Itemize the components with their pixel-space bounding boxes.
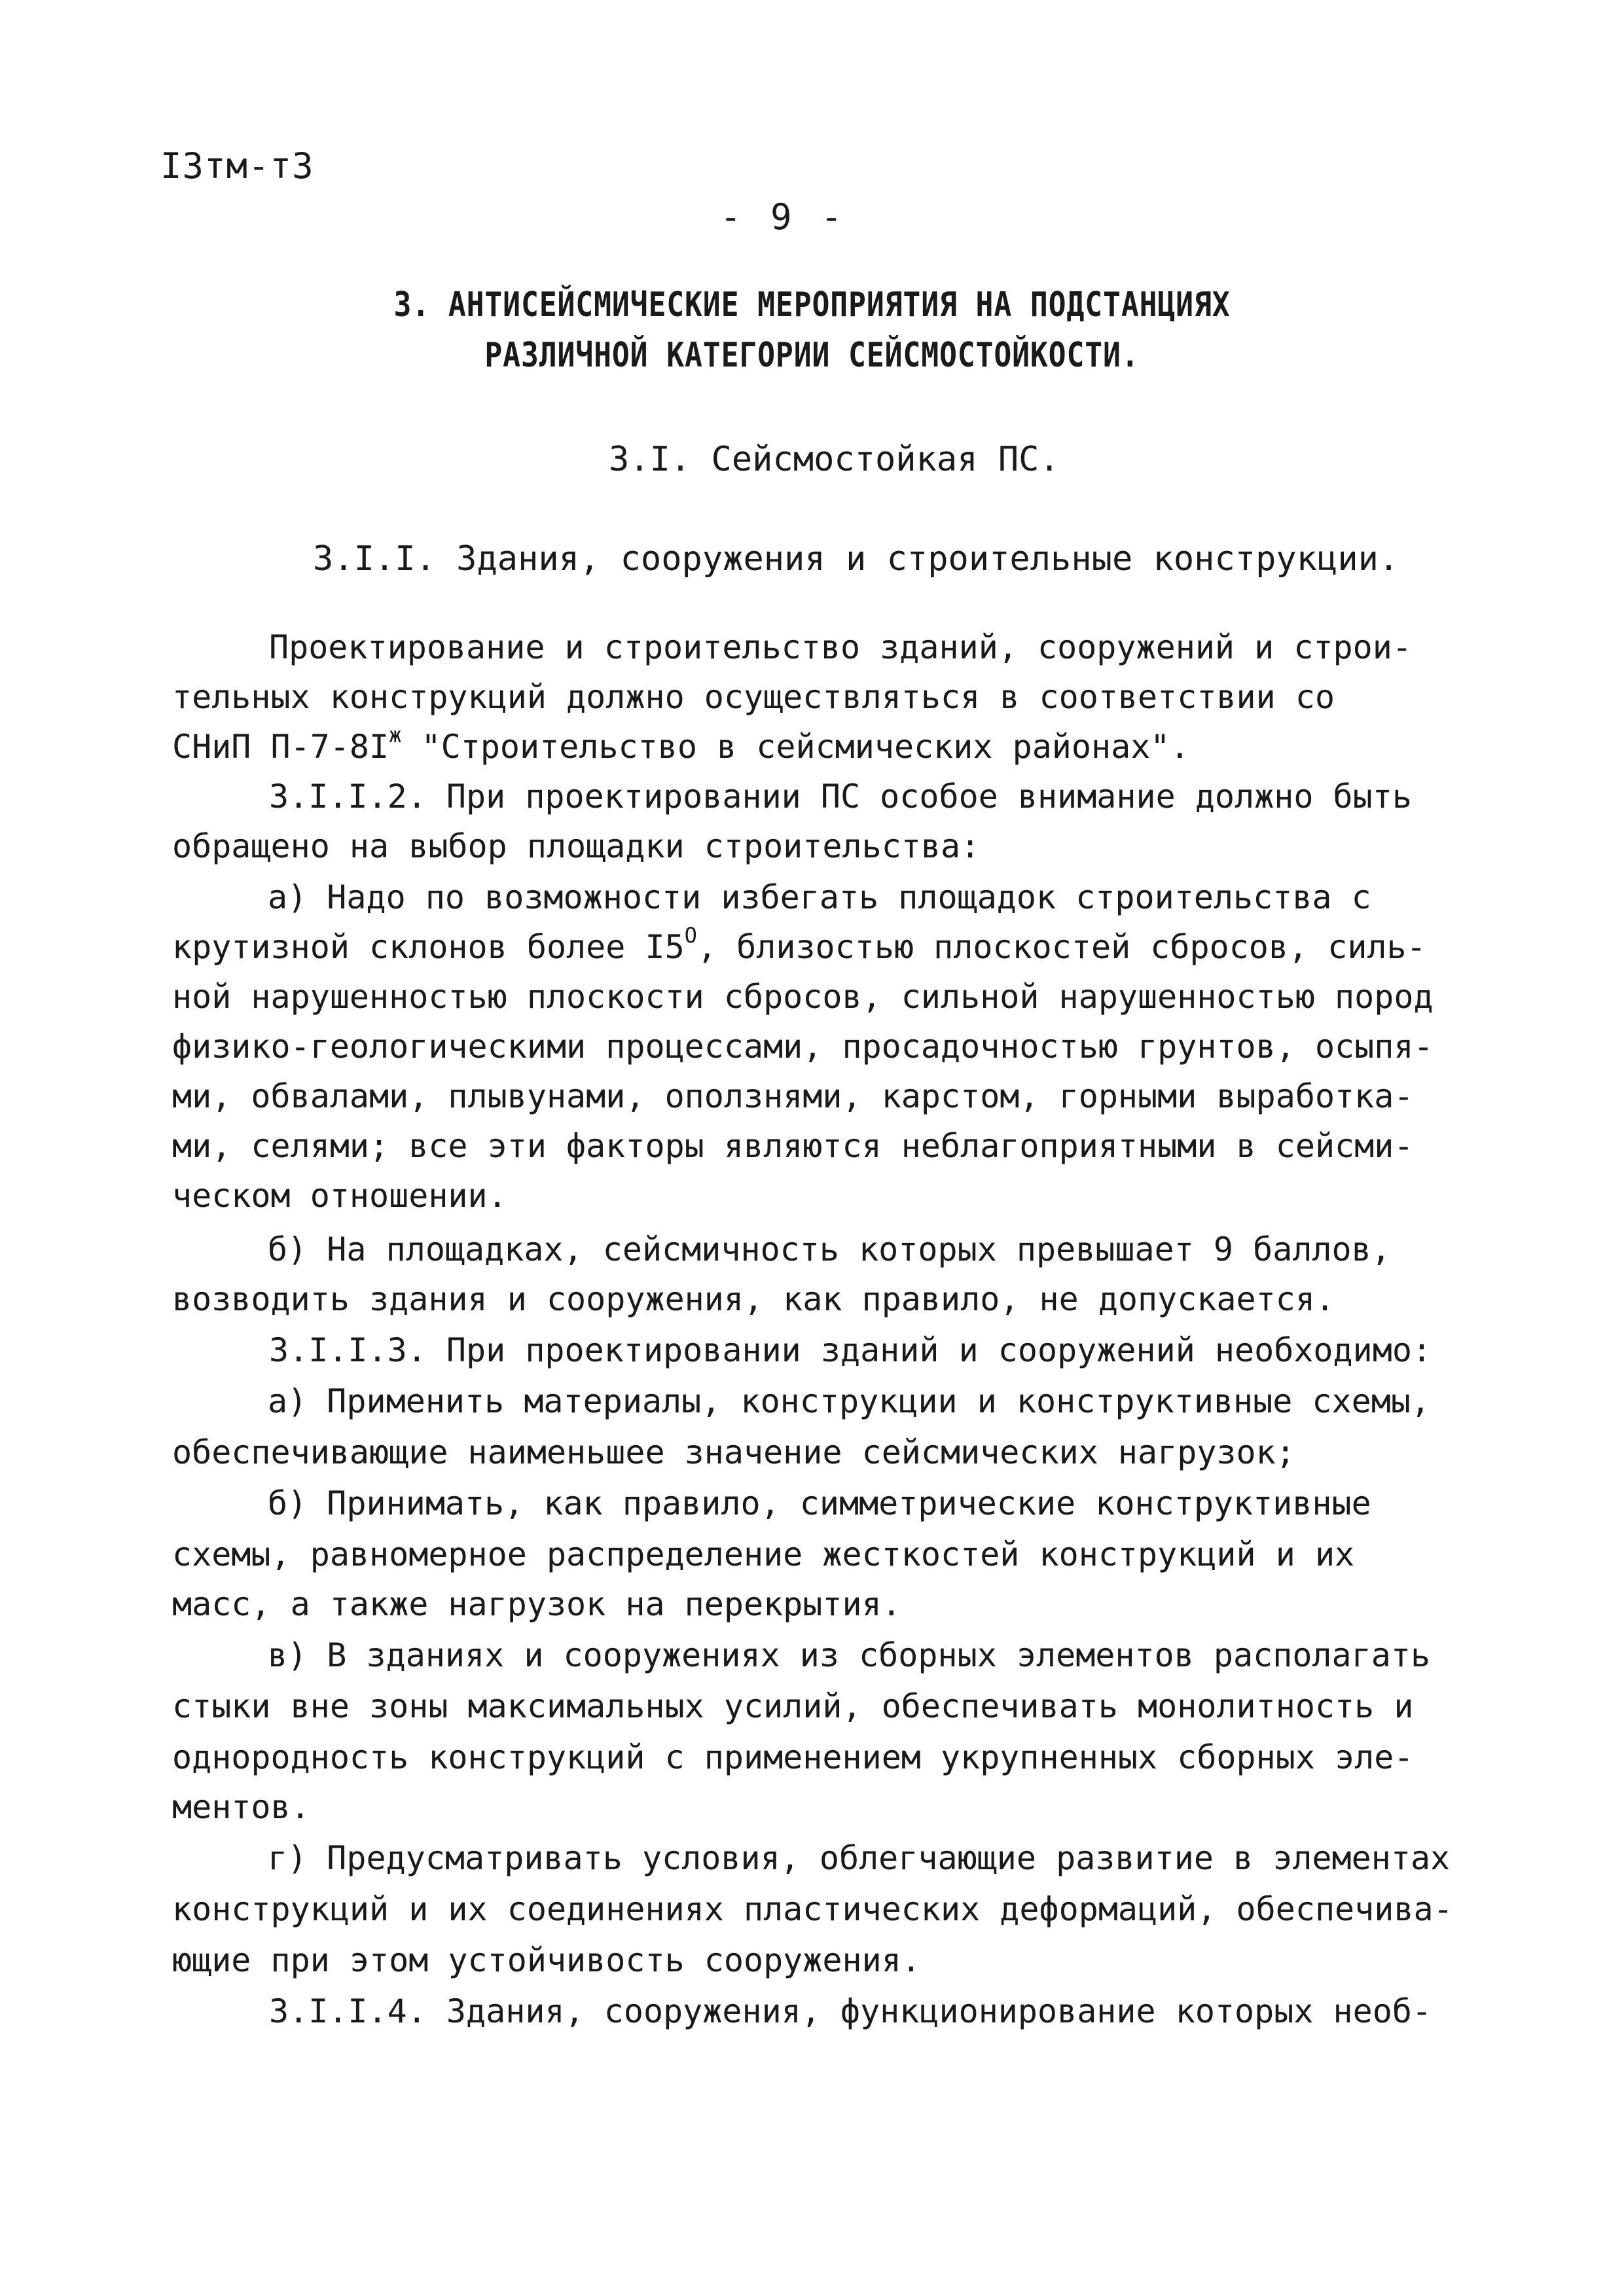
- document-code: I3тм-т3: [160, 145, 314, 187]
- paragraph-line: схемы, равномерное распределение жесткостей конструкций и их: [172, 1535, 1355, 1573]
- slope-text-continued: , близостью плоскостей сбросов, силь-: [696, 928, 1426, 966]
- paragraph-line: г) Предусматривать условия, облегчающие развитие в элементах: [268, 1839, 1451, 1877]
- paragraph-line: масс, а также нагрузок на перекрытия.: [172, 1585, 901, 1623]
- paragraph-line: возводить здания и сооружения, как правило, не допускается.: [172, 1280, 1335, 1318]
- paragraph-line: обеспечивающие наименьшее значение сейсмических нагрузок;: [172, 1433, 1295, 1471]
- paragraph-line: б) Принимать, как правило, симметрические конструктивные: [268, 1484, 1371, 1522]
- paragraph-line: в) В зданиях и сооружениях из сборных элементов располагать: [268, 1636, 1431, 1674]
- slope-text: крутизной склонов более I5: [172, 928, 685, 966]
- degree-superscript: О: [684, 923, 697, 948]
- paragraph-line: ментов.: [172, 1788, 310, 1826]
- section-title-line-2: РАЗЛИЧНОЙ КАТЕГОРИИ СЕЙСМОСТОЙКОСТИ.: [484, 336, 1140, 375]
- paragraph-line: стыки вне зоны максимальных усилий, обеспечивать монолитность и: [172, 1687, 1414, 1725]
- paragraph-line: однородность конструкций с применением укрупненных сборных эле-: [172, 1738, 1414, 1776]
- page-number: - 9 -: [720, 196, 846, 238]
- paragraph-line: физико-геологическими процессами, просадочностью грунтов, осыпя-: [172, 1028, 1434, 1066]
- snip-reference: СНиП П-7-8I: [172, 728, 389, 766]
- paragraph-line: обращено на выбор площадки строительства:: [172, 827, 981, 865]
- paragraph-line: конструкций и их соединениях пластических деформаций, обеспечива-: [172, 1890, 1453, 1928]
- subsection-title: 3.I. Сейсмостойкая ПС.: [609, 440, 1060, 479]
- paragraph-line: 3.I.I.4. Здания, сооружения, функционирование которых необ-: [269, 1992, 1432, 2030]
- paragraph-line: а) Надо по возможности избегать площадок строительства с: [268, 878, 1371, 916]
- paragraph-line: б) На площадках, сейсмичность которых превышает 9 баллов,: [268, 1230, 1391, 1268]
- section-title-line-1: 3. АНТИСЕЙСМИЧЕСКИЕ МЕРОПРИЯТИЯ НА ПОДСТАНЦИЯХ: [393, 285, 1231, 325]
- snip-superscript: ж: [389, 723, 402, 747]
- paragraph-line: Проектирование и строительство зданий, сооружений и строи-: [269, 628, 1412, 666]
- paragraph-line: ющие при этом устойчивость сооружения.: [172, 1941, 921, 1979]
- paragraph-line: 3.I.I.2. При проектировании ПС особое внимание должно быть: [269, 778, 1412, 816]
- paragraph-line: ми, обвалами, плывунами, оползнями, карстом, горными выработка-: [172, 1077, 1414, 1115]
- paragraph-line: ной нарушенностью плоскости сбросов, сильной нарушенностью пород: [172, 978, 1434, 1016]
- paragraph-line-snip: [172, 723, 1190, 766]
- paragraph-line: а) Применить материалы, конструкции и конструктивные схемы,: [268, 1382, 1431, 1420]
- paragraph-line-degree: [172, 923, 1426, 966]
- paragraph-line: 3.I.I.3. При проектировании зданий и сооружений необходимо:: [269, 1331, 1432, 1369]
- paragraph-line: ми, селями; все эти факторы являются неблагоприятными в сейсми-: [172, 1127, 1414, 1165]
- snip-title: "Строительство в сейсмических районах".: [421, 728, 1190, 766]
- paragraph-line: ческом отношении.: [172, 1177, 507, 1215]
- paragraph-line: тельных конструкций должно осуществляться в соответствии со: [172, 678, 1335, 716]
- subsubsection-title: 3.I.I. Здания, сооружения и строительные конструкции.: [313, 539, 1399, 579]
